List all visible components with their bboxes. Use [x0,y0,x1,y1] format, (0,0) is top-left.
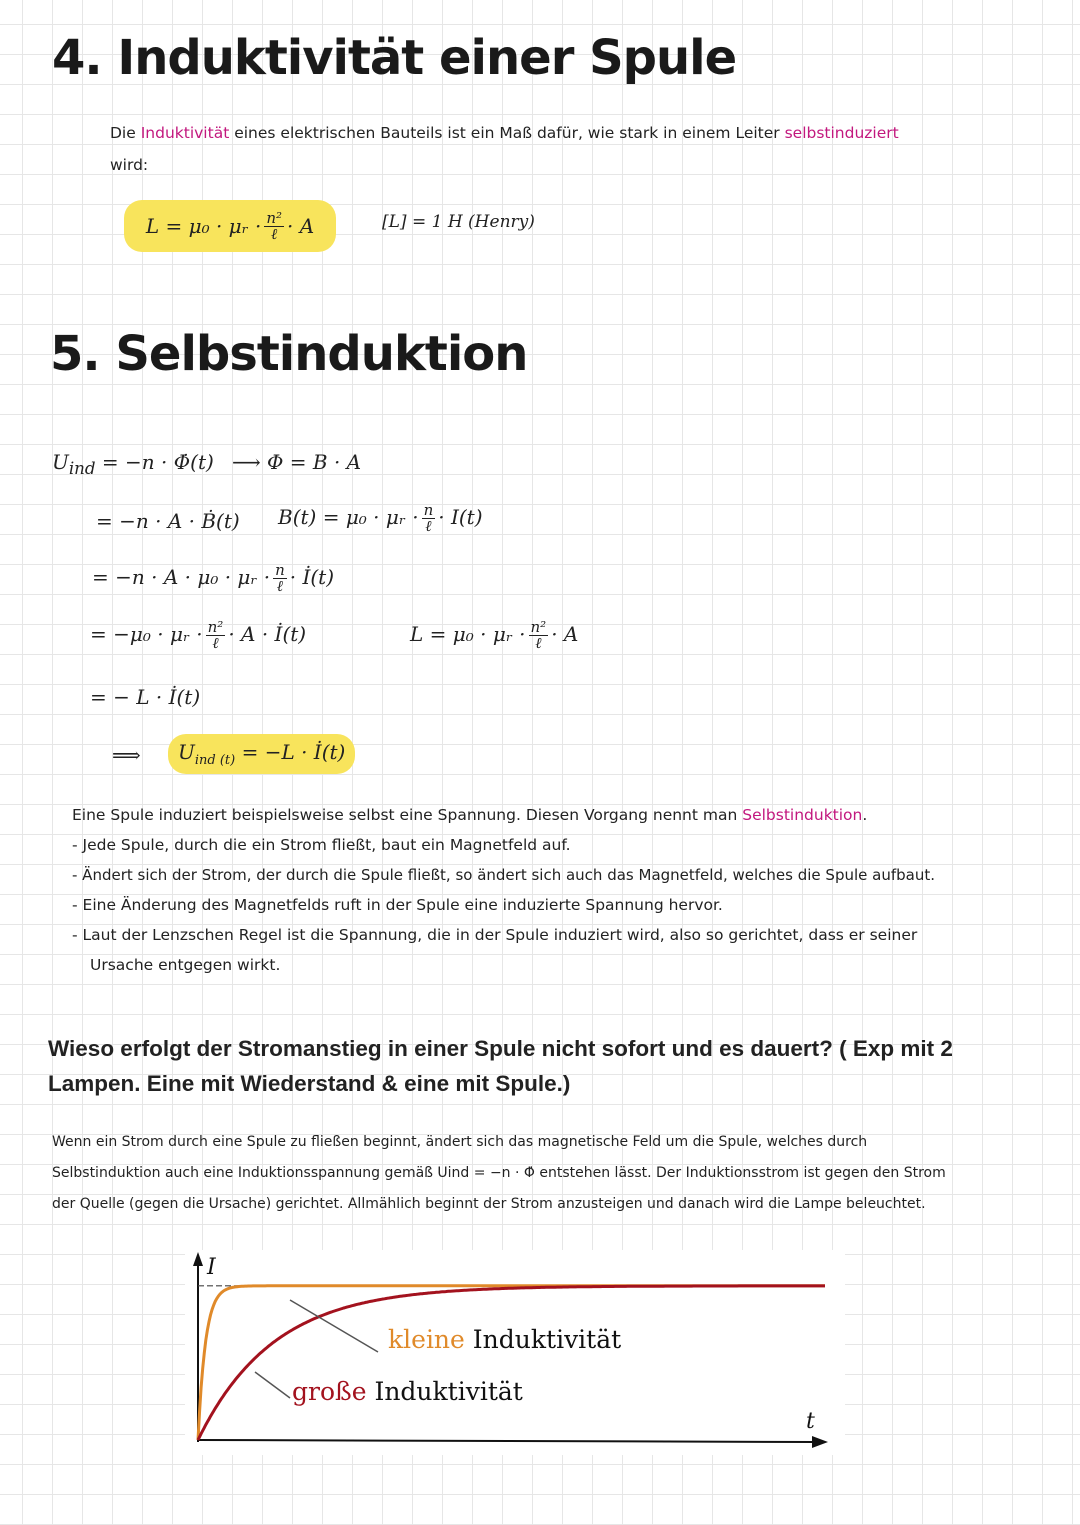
bullet-item: - Laut der Lenzschen Regel ist die Spannung, die in der Spule induziert wird, also so gerichtet, dass er seiner [72,926,918,944]
formula-part: = −n · Φ̇(t) [95,450,214,474]
question-line: Wieso erfolgt der Stromanstieg in einer Spule nicht sofort und es dauert? ( Exp mit 2 [48,1036,953,1061]
question-line: Lampen. Eine mit Wiederstand & eine mit Spule.) [48,1071,571,1096]
bullet-item-continuation: Ursache entgegen wirkt. [90,956,281,974]
result-arrow: ⟹ [112,743,141,767]
formula-part: = −L · İ(t) [235,740,346,764]
legend-grosse-induktivitaet [292,1377,523,1406]
subscript-ind: ind [68,459,96,478]
formula-part: · İ(t) [289,565,335,589]
derivation-line-2: = −n · A · Ḃ(t) [96,509,240,533]
numerator: n² [207,618,224,636]
section-4-title: 4. Induktivität einer Spule [52,30,737,86]
answer-line: der Quelle (gegen die Ursache) gerichtet. Allmählich beginnt der Strom anzusteigen und danach wird die Lampe beleuchtet. [52,1196,926,1212]
flux-definition: ⟶ Φ = B · A [232,450,362,474]
formula-part: B(t) = μ₀ · μᵣ · [278,505,419,529]
legend-colored-word: kleine [388,1325,465,1354]
intro-continuation: wird: [110,156,149,174]
denominator: ℓ [425,517,432,535]
answer-line: Wenn ein Strom durch eine Spule zu fließen beginnt, ändert sich das magnetische Feld um die Spule, welches durch [52,1134,868,1150]
formula-part: L = μ₀ · μᵣ · [145,214,262,238]
bullet-item: - Eine Änderung des Magnetfelds ruft in der Spule eine induzierte Spannung hervor. [72,896,723,914]
formula-part: · A [287,214,315,238]
legend-text: Induktivität [366,1377,523,1406]
intro-text: eines elektrischen Bauteils ist ein Maß dafür, wie stark in einem Leiter [229,124,785,142]
term-selbstinduziert: selbstinduziert [784,124,899,142]
derivation-line-5: = − L · İ(t) [90,685,201,709]
legend-colored-word: große [292,1377,367,1406]
symbol-u: U [178,740,195,764]
formula-part: · I(t) [438,505,483,529]
bullet-item: - Ändert sich der Strom, der durch die Spule fließt, so ändert sich auch das Magnetfeld, welches die Spule aufbaut. [72,866,935,884]
x-axis-label: t [806,1409,815,1434]
answer-line: Selbstinduktion auch eine Induktionsspannung gemäß Uind = −n · Φ̇ entstehen lässt. Der Induktionsstrom ist gegen den Strom [52,1165,946,1181]
denominator: ℓ [535,634,542,652]
legend-text: Induktivität [464,1325,622,1354]
term-selbstinduktion: Selbstinduktion [742,806,863,824]
numerator: n² [530,618,547,636]
term-induktivitaet: Induktivität [140,124,230,142]
y-axis-label: I [207,1255,216,1280]
bullet-item: - Jede Spule, durch die ein Strom fließt, baut ein Magnetfeld auf. [72,836,571,854]
unit-henry: [L] = 1 H (Henry) [382,212,535,232]
formula-part: = −μ₀ · μᵣ · [90,622,203,646]
numerator: n² [266,208,282,227]
section-5-title: 5. Selbstinduktion [50,326,528,382]
symbol-u: U [52,450,69,474]
intro-text: Die [110,124,141,142]
explanation-text: Eine Spule induziert beispielsweise selbst eine Spannung. Diesen Vorgang nennt man [72,806,743,824]
denominator: ℓ [271,224,278,243]
formula-part: L = μ₀ · μᵣ · [410,622,526,646]
formula-part: · A [551,622,579,646]
legend-kleine-induktivitaet [388,1325,621,1354]
formula-part: = −n · A · μ₀ · μᵣ · [92,565,271,589]
numerator: n [275,561,285,579]
denominator: ℓ [212,634,219,652]
denominator: ℓ [276,577,284,595]
formula-part: · A · İ(t) [228,622,307,646]
subscript-ind: ind (t) [194,753,236,768]
numerator: n [423,501,434,519]
explanation-text: . [862,806,868,824]
